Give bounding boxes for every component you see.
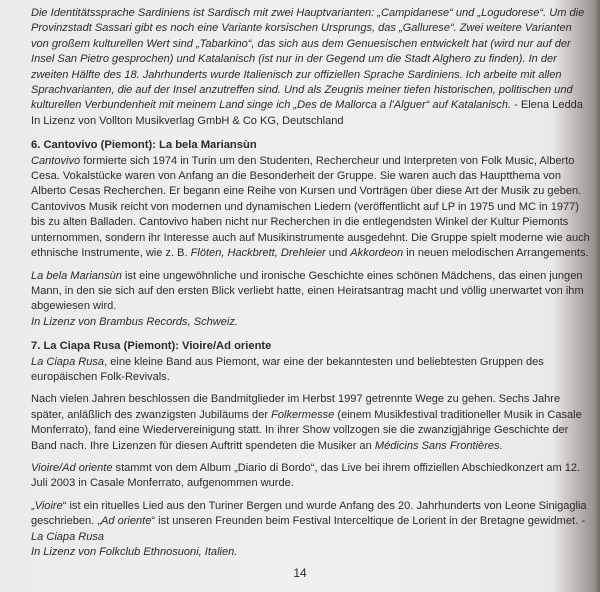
section-7-paragraph-1 (31, 355, 591, 386)
section-6-paragraph-2 (31, 269, 591, 315)
band-name: La Ciapa Rusa (31, 355, 105, 368)
section-7-author: - La Ciapa Rusa (31, 515, 585, 543)
conjunction: und (325, 247, 351, 260)
dedication: “ ist unseren Freunden beim Festival Interceltique de Lorient in der Bretagne gewidmet. (151, 515, 579, 528)
section-7-license: In Lizenz von Folkclub Ethnosuoni, Italien. (31, 546, 238, 558)
section-6-text-end: in neuen melodischen Arrangements. (403, 247, 589, 260)
intro-text: Die Identitätssprache Sardiniens ist Sardisch mit zwei Hauptvarianten: „Campidanese“ und „Logudorese“. Um die Provinzstadt Sassari gibt es noch eine Variante korsischen Ursprungs, das „Gallurese“. Zwei weitere Varianten von großem kulturellen Wert sind „Tabarkino“, das sich aus dem Genuesischen entwickelt hat (wird nur auf der Insel San Pietro gesprochen) und Katalanisch (ist nur in der Gegend um die Stadt Alghero zu finden). In der zweiten Hälfte des 18. Jahrhunderts wurde Italienisch zur offiziellen Sprache Sardiniens. Ich arbeite mit allen Sprachvarianten, die auf der Insel anzutreffen sind. Und als Zeugnis meiner tiefen historischen, politischen und kulturellen Verbundenheit mit meinem Land singe ich „Des de Mallorca a l'Alguer“ auf Katalanisch. (31, 7, 585, 112)
song-description: ist eine ungewöhnliche und ironische Geschichte eines schönen Mädchens, das einen jungen Mann, in den sie sich auf den ersten Blick verliebt hatte, einen Heiratsantrag macht und völlig unerwartet von ihm abgewiesen wird. (31, 269, 584, 313)
reunion-text: Nach vielen Jahren beschlossen die Bandmitglieder im Herbst 1997 getrennte Wege zu gehen. Sechs Jahre später, anläßlich des zwanzigsten Jubiläums der (31, 393, 561, 421)
section-7-text: , eine kleine Band aus Piemont, war eine der bekanntesten und beliebtesten Gruppen des europäischen Folk-Revivals. (31, 355, 544, 383)
album-description: stammt von dem Album „Diario di Bordo“, das Live bei ihrem offiziellen Abschiedkonzert am 12. Juli 2003 in Casale Monferrato, aufgenommen wurde. (31, 461, 581, 490)
section-7-paragraph-2 (31, 392, 591, 454)
section-6-heading: 6. Cantovivo (Piemont): La bela Mariansùn (31, 139, 257, 152)
section-6-license: In Lizenz von Brambus Records, Schweiz. (31, 315, 238, 328)
song-title-vioire: Vioire (34, 499, 63, 512)
section-7-paragraph-3 (31, 461, 591, 492)
song-description: “ ist ein rituelles Lied aus den Turiner Bergen und wurde Anfang des 20. Jahrhunderts von Leone Sinigaglia geschrieben. „ (31, 499, 587, 528)
section-6-text: formierte sich 1974 in Turin um den Studenten, Rechercheur und Interpreten von Folk Music, Alberto Cesa. Vokalstücke waren von Anfang an die Besonderheit der Gruppe. Sie waren auch das Hauptthema von Alberto Cesas Recherchen. Er begann eine Reihe von Kursen und Vorträgen über diese Art der Musik zu geben. Cantovivos Musik reicht von modernen und dynamischen Liedern (veröffentlicht auf LP in 1975 und MC in 1977) bis zu alten Balladen. Cantovivo haben nicht nur Recherchen in die entlegendsten Winkel der Kultur Piemonts unternommen, sondern ihr Interesse auch auf Musikinstrumente ausgedehnt. Die Gruppe spielt moderne wie auch ethnische Instrumente, wie z. B. (31, 154, 590, 260)
quote-open: „ (31, 499, 35, 512)
period: . (499, 439, 503, 452)
instrument-accordion: Akkordeon (350, 247, 404, 260)
charity-name: Médicins Sans Frontières (374, 439, 500, 452)
intro-author: - Elena Ledda (511, 99, 583, 112)
reunion-text-2: (einem Musikfestival traditioneller Musik in Casale Monferrato), fand eine Wiedervereinigung statt. In ihrer Show vollzogen sie die zwanzigjährige Geschichte der Band nach. Ihre Lizenzen für diesen Auftritt spendeten die Musiker an (31, 408, 582, 452)
section-6-paragraph-1 (31, 154, 591, 262)
song-title: La bela Mariansùn (31, 269, 122, 282)
section-7-heading: 7. La Ciapa Rusa (Piemont): Vioire/Ad oriente (31, 340, 272, 353)
song-title-ad-oriente: Ad oriente (101, 515, 152, 528)
song-title: Vioire/Ad oriente (31, 461, 113, 474)
band-name: Cantovivo (31, 154, 81, 167)
intro-license: In Lizenz von Vollton Musikverlag GmbH & Co KG, Deutschland (31, 114, 344, 127)
intro-paragraph (31, 6, 591, 114)
section-7-paragraph-4 (31, 499, 591, 545)
festival-name: Folkermesse (271, 408, 335, 421)
page-content (31, 0, 591, 560)
instrument-list: Flöten, Hackbrett, Drehleier (190, 247, 326, 260)
page-number: 14 (293, 566, 307, 580)
